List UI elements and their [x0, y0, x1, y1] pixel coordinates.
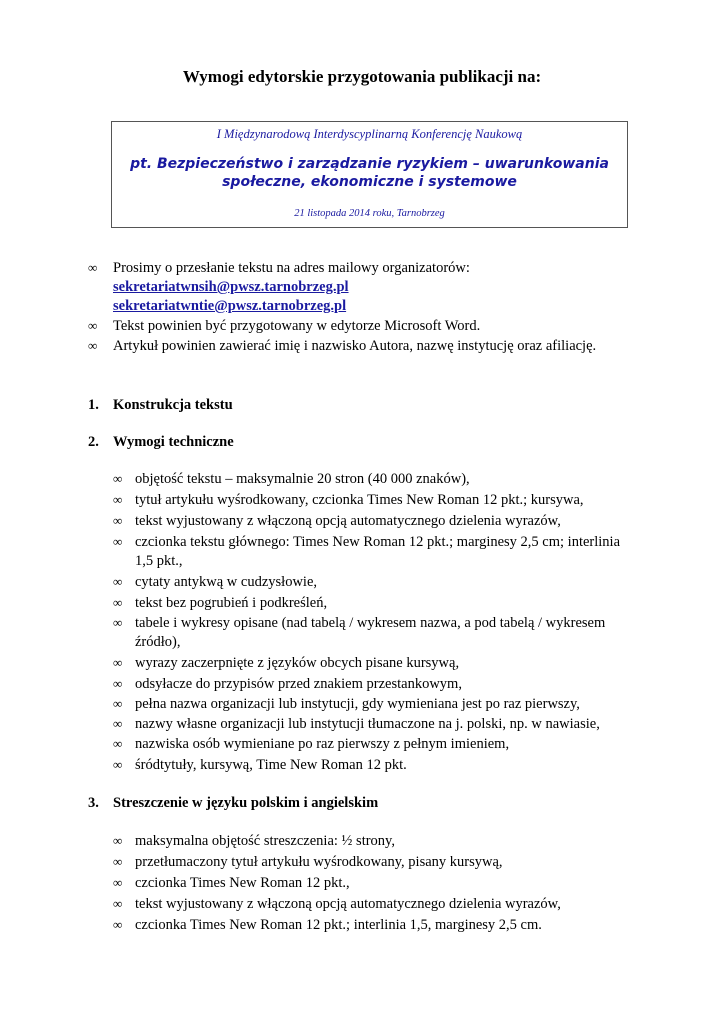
list-item: nazwiska osób wymieniane po raz pierwszy z pełnym imieniem, [135, 736, 510, 752]
bullet-icon: ∞ [113, 875, 123, 890]
list-item: czcionka Times New Roman 12 pkt., [135, 875, 350, 891]
list-item: tekst bez pogrubień i podkreśleń, [135, 595, 328, 611]
email-link-1[interactable]: sekretariatwnsih@pwsz.tarnobrzeg.pl [113, 279, 349, 295]
bullet-icon: ∞ [113, 696, 123, 711]
list-item: tekst wyjustowany z włączoną opcją automatycznego dzielenia wyrazów, [135, 896, 561, 912]
bullet-icon: ∞ [113, 615, 123, 630]
bullet-icon: ∞ [113, 833, 123, 848]
bullet-icon: ∞ [88, 318, 98, 333]
section-number: 1. [88, 397, 99, 413]
bullet-icon: ∞ [113, 716, 123, 731]
intro-item-2: Tekst powinien być przygotowany w edytorze Microsoft Word. [113, 318, 481, 334]
list-item: cytaty antykwą w cudzysłowie, [135, 574, 318, 590]
bullet-icon: ∞ [113, 513, 123, 528]
bullet-icon: ∞ [113, 757, 123, 772]
conference-title [112, 155, 627, 191]
bullet-icon: ∞ [113, 574, 123, 589]
section-number: 2. [88, 434, 99, 450]
list-item: czcionka tekstu głównego: Times New Roman 12 pkt.; marginesy 2,5 cm; interlinia [135, 534, 621, 550]
bullet-icon: ∞ [113, 534, 123, 549]
bullet-icon: ∞ [113, 917, 123, 932]
list-item: nazwy własne organizacji lub instytucji tłumaczone na j. polski, np. w nawiasie, [135, 716, 600, 732]
conference-name: I Międzynarodową Interdyscyplinarną Konferencję Naukową [216, 127, 523, 141]
page-title: Wymogi edytorskie przygotowania publikacji na: [182, 67, 542, 86]
bullet-icon: ∞ [88, 260, 98, 275]
list-item: tytuł artykułu wyśrodkowany, czcionka Times New Roman 12 pkt.; kursywa, [135, 492, 584, 508]
section-heading-abstract: Streszczenie w języku polskim i angielskim [113, 795, 379, 811]
list-item: śródtytuły, kursywą, Time New Roman 12 pkt. [135, 757, 407, 773]
bullet-icon: ∞ [113, 854, 123, 869]
section-heading-technical: Wymogi techniczne [113, 434, 234, 450]
list-item: wyrazy zaczerpnięte z języków obcych pisane kursywą, [135, 655, 460, 671]
bullet-icon: ∞ [88, 338, 98, 353]
list-item: objętość tekstu – maksymalnie 20 stron (40 000 znaków), [135, 471, 470, 487]
conference-date: 21 listopada 2014 roku, Tarnobrzeg [294, 208, 445, 219]
list-item: tabele i wykresy opisane (nad tabelą / wykresem nazwa, a pod tabelą / wykresem [135, 615, 606, 631]
conference-box [111, 121, 628, 228]
list-item-continuation: źródło), [135, 634, 181, 650]
section-heading-construction: Konstrukcja tekstu [113, 397, 233, 413]
bullet-icon: ∞ [113, 471, 123, 486]
bullet-icon: ∞ [113, 655, 123, 670]
email-link-2[interactable]: sekretariatwntie@pwsz.tarnobrzeg.pl [113, 298, 347, 314]
bullet-icon: ∞ [113, 492, 123, 507]
bullet-icon: ∞ [113, 595, 123, 610]
bullet-icon: ∞ [113, 676, 123, 691]
list-item-continuation: 1,5 pkt., [135, 553, 183, 569]
list-item: tekst wyjustowany z włączoną opcją automatycznego dzielenia wyrazów, [135, 513, 561, 529]
section-number: 3. [88, 795, 99, 811]
intro-item-1: Prosimy o przesłanie tekstu na adres mailowy organizatorów: [113, 260, 470, 276]
list-item: czcionka Times New Roman 12 pkt.; interlinia 1,5, marginesy 2,5 cm. [135, 917, 542, 933]
conference-title-line2: społeczne, ekonomiczne i systemowe [222, 174, 517, 190]
list-item: odsyłacze do przypisów przed znakiem przestankowym, [135, 676, 462, 692]
intro-item-3: Artykuł powinien zawierać imię i nazwisko Autora, nazwę instytucję oraz afiliację. [113, 338, 597, 354]
conference-title-line1: pt. Bezpieczeństwo i zarządzanie ryzykiem – uwarunkowania [130, 156, 609, 172]
list-item: pełna nazwa organizacji lub instytucji, gdy wymieniana jest po raz pierwszy, [135, 696, 580, 712]
bullet-icon: ∞ [113, 736, 123, 751]
list-item: przetłumaczony tytuł artykułu wyśrodkowany, pisany kursywą, [135, 854, 503, 870]
list-item: maksymalna objętość streszczenia: ½ strony, [135, 833, 395, 849]
bullet-icon: ∞ [113, 896, 123, 911]
